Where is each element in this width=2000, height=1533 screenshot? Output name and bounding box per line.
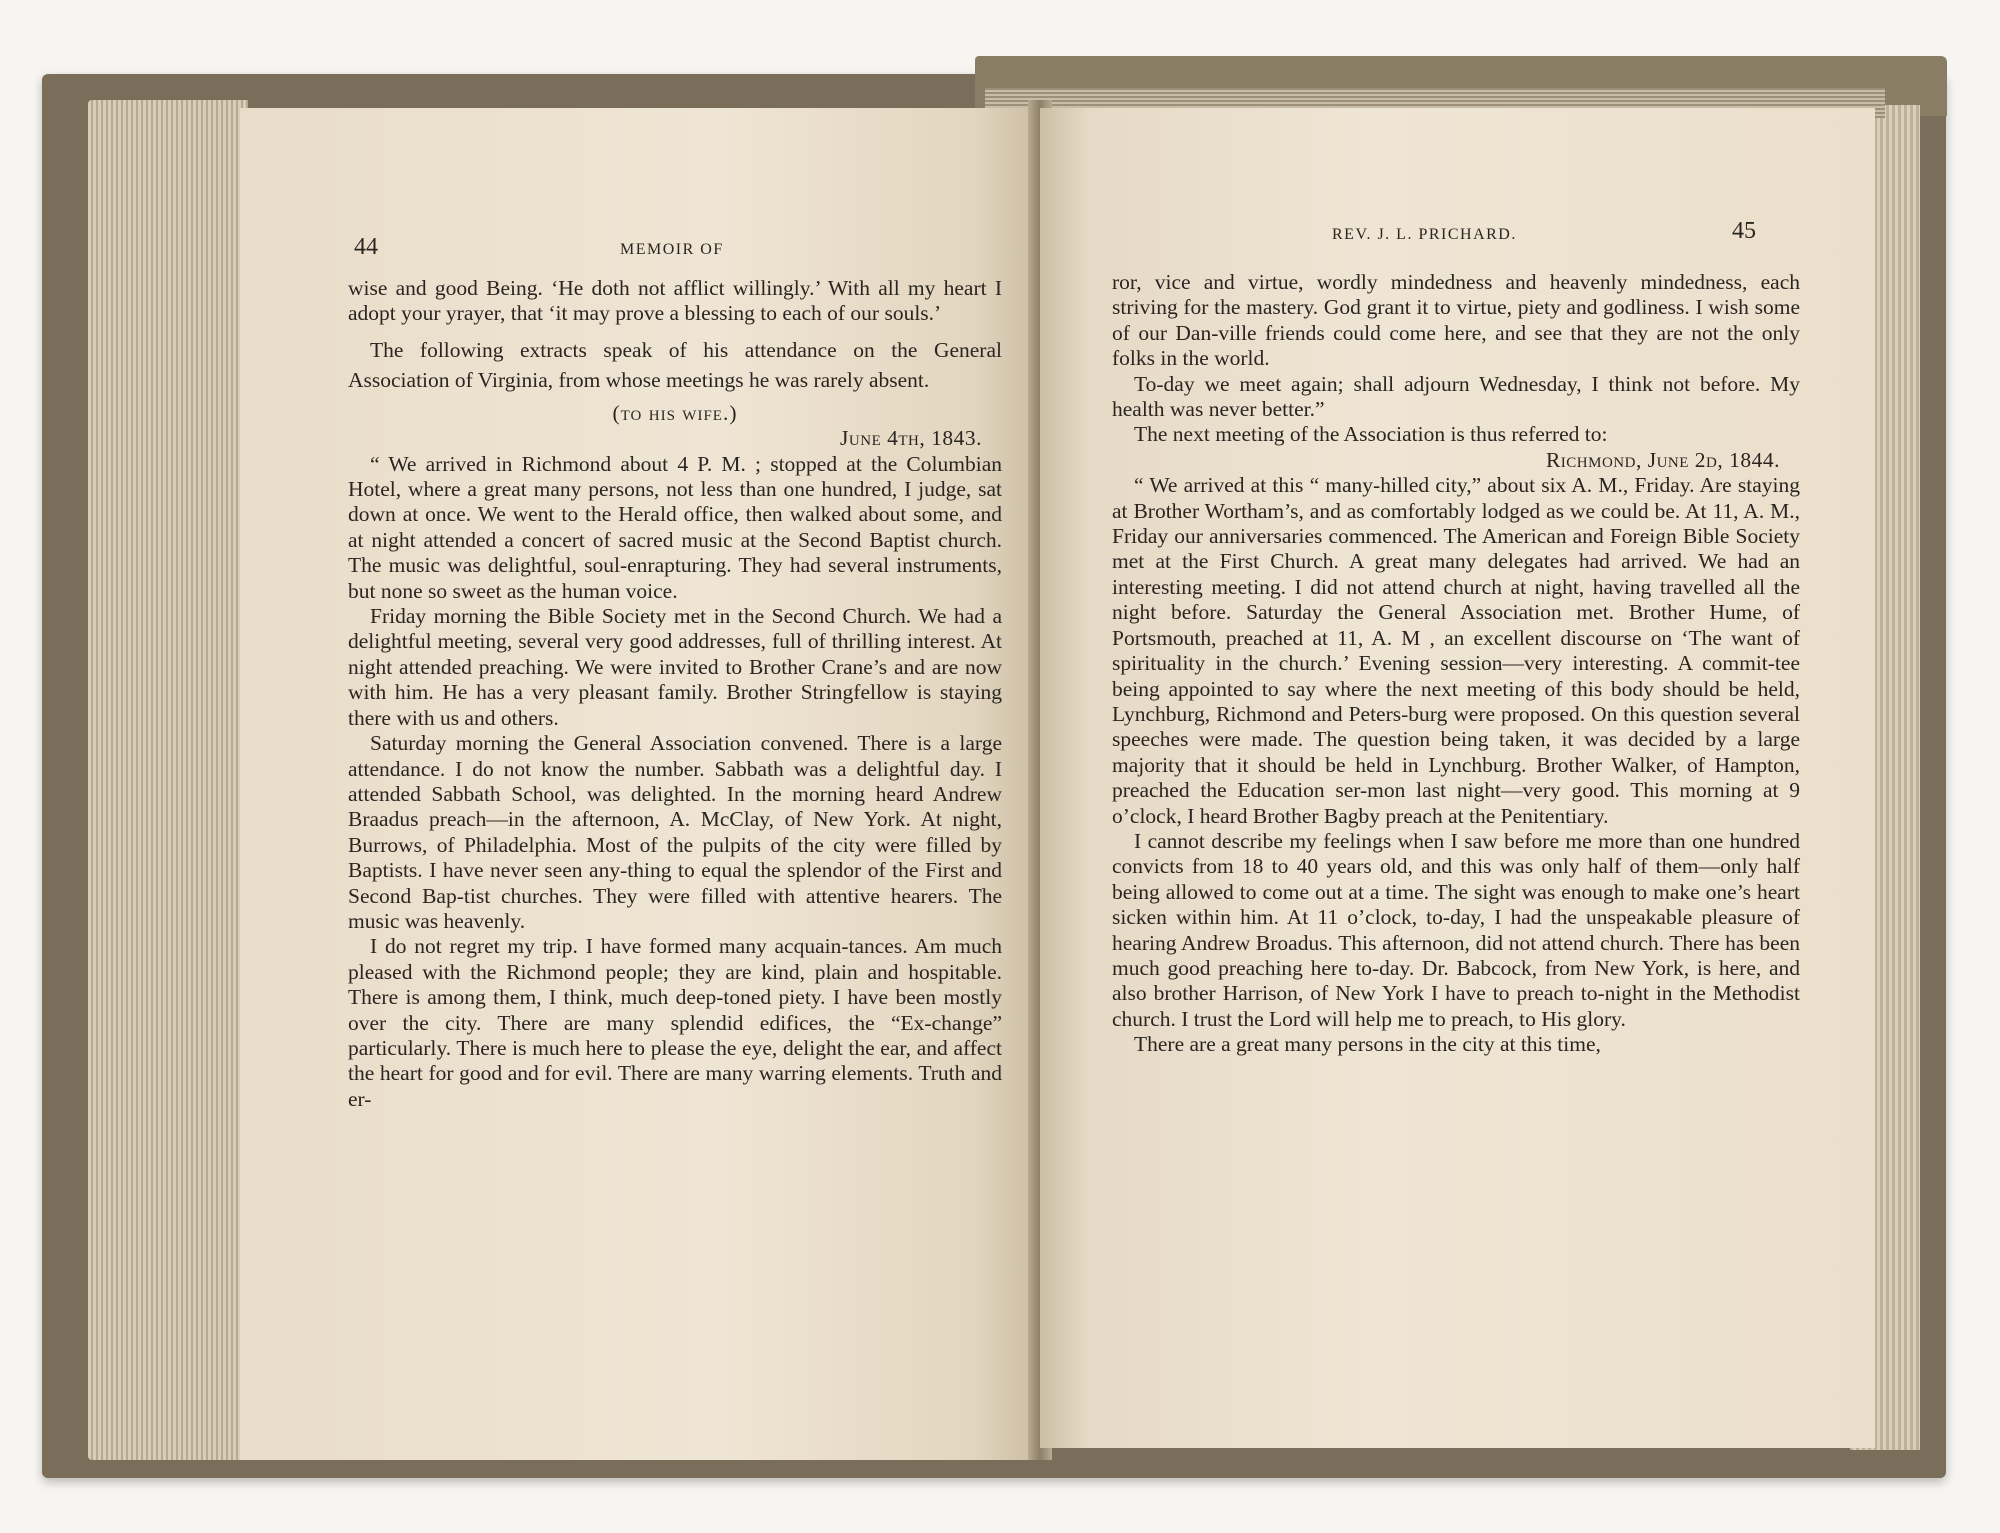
letter-date: Richmond, June 2d, 1844. (1545, 447, 1780, 472)
paragraph: To-day we meet again; shall adjourn Wednesday, I think not before. My health was never better.” (1112, 371, 1800, 422)
paragraph: I do not regret my trip. I have formed many acquain-tances. Am much pleased with the Richmond people; they are kind, plain and hospitable. There is among them, I think, much deep-toned piety. I have been mostly over the city. There are many splendid edifices, the “Ex-change” particularly. There is much here to please the eye, delight the ear, and affect the heart for good and for evil. There are many warring elements. Truth and er- (348, 934, 1002, 1111)
page-edges-left (88, 100, 248, 1460)
right-page (1040, 108, 1875, 1448)
letter-heading: (to his wife.) (612, 400, 738, 425)
left-page (240, 108, 1035, 1460)
paragraph: Friday morning the Bible Society met in the Second Church. We had a delightful meeting, several very good addresses, full of thrilling interest. At night attended preaching. We were invited to Brother Crane’s and are now with him. He has a very pleasant family. Brother Stringfellow is staying there with us and others. (348, 604, 1002, 730)
paragraph: Saturday morning the General Association convened. There is a large attendance. I do not know the number. Sabbath was a delightful day. I attended Sabbath School, was delighted. In the morning heard Andrew Braadus preach—in the afternoon, A. McClay, of New York. At night, Burrows, of Philadelphia. Most of the pulpits of the city were filled by Baptists. I have never seen any-thing to equal the splendor of the First and Second Bap-tist churches. They were filled with attentive hearers. The music was heavenly. (348, 731, 1002, 933)
paragraph: I cannot describe my feelings when I saw before me more than one hundred convicts from 18 to 40 years old, and this was only half of them—only half being allowed to come out at a time. The sight was enough to make one’s heart sicken within him. At 11 o’clock, to-day, I had the unspeakable pleasure of hearing Andrew Broadus. This afternoon, did not attend church. There has been much good preaching here to-day. Dr. Babcock, from New York, is here, and also brother Harrison, of New York I have to preach to-night in the Methodist church. I trust the Lord will help me to preach, to His glory. (1112, 828, 1800, 1031)
paragraph: There are a great many persons in the city at this time, (1134, 1032, 1601, 1057)
paragraph: “ We arrived at this “ many-hilled city,” about six A. M., Friday. Are staying at Brother Wortham’s, and as comfortably lodged as we could be. At 11, A. M., Friday our anniversaries commenced. The American and Foreign Bible Society met at the First Church. A great many delegates had arrived. We had an interesting meeting. I did not attend church at night, having travelled all the night before. Saturday the General Association met. Brother Hume, of Portsmouth, preached at 11, A. M , an excellent discourse on ‘The want of spirituality in the church.’ Evening session—very interesting. A commit-tee being appointed to say where the next meeting of this body should be held, Lynchburg, Richmond and Peters-burg were proposed. On this question several speeches were made. The question being taken, it was decided by a large majority that it should be held in Lynchburg. Brother Walker, of Hampton, preached the Education ser-mon last night—very good. This morning at 9 o’clock, I heard Brother Bagby preach at the Penitentiary. (1112, 473, 1800, 828)
running-header: MEMOIR OF (620, 241, 724, 258)
page-number: 45 (1732, 218, 1756, 244)
paragraph: “ We arrived in Richmond about 4 P. M. ; stopped at the Columbian Hotel, where a great many persons, not less than one hundred, I judge, sat down at once. We went to the Herald office, then walked about some, and at night attended a concert of sacred music at the Second Baptist church. The music was delightful, soul-enrapturing. They had several instruments, but none so sweet as the human voice. (348, 451, 1002, 603)
paragraph: ror, vice and virtue, wordly mindedness and heavenly mindedness, each striving for the mastery. God grant it to virtue, piety and godliness. I wish some of our Dan-ville friends could come here, and see that they are not the only folks in the world. (1112, 270, 1800, 371)
paragraph: wise and good Being. ‘He doth not afflict willingly.’ With all my heart I adopt your yrayer, that ‘it may prove a blessing to each of our souls.’ (348, 276, 1002, 326)
paragraph: The following extracts speak of his attendance on the General Association of Virginia, from whose meetings he was rarely absent. (348, 337, 1002, 392)
letter-date: June 4th, 1843. (840, 426, 982, 451)
running-header: REV. J. L. PRICHARD. (1332, 226, 1517, 243)
page-number: 44 (354, 234, 378, 260)
paragraph: The next meeting of the Association is thus referred to: (1134, 422, 1608, 447)
page-body (348, 276, 1002, 1112)
page-body (1112, 270, 1800, 1058)
